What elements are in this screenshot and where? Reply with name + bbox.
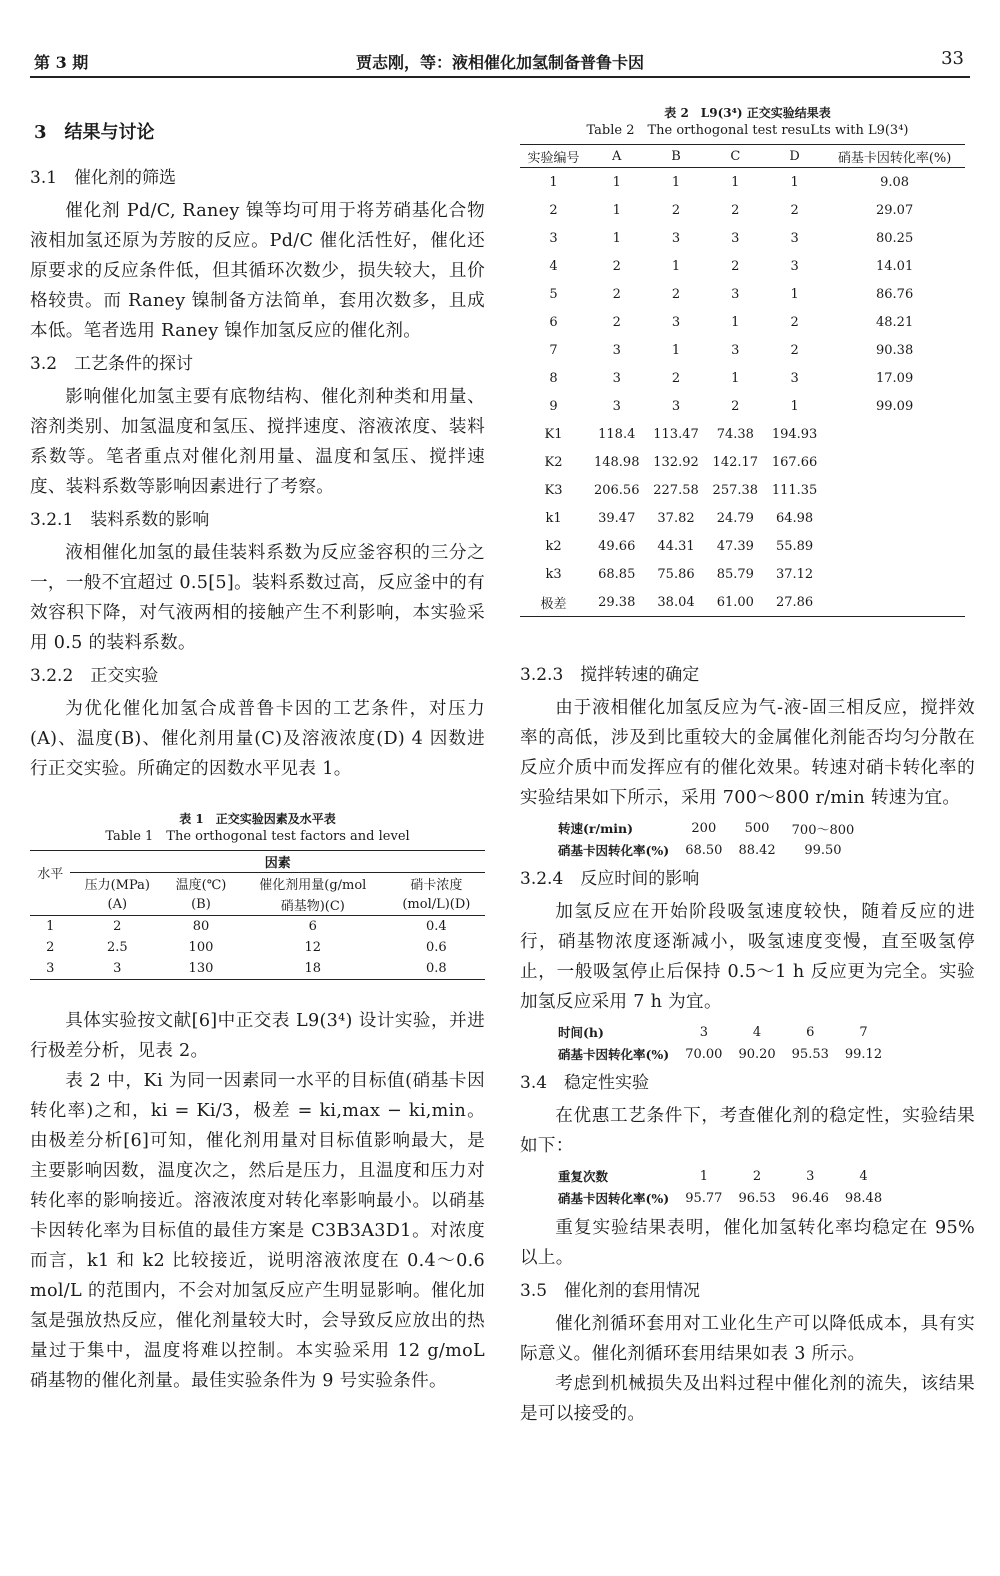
table-cell: 3 bbox=[731, 230, 740, 246]
paragraph-orthogonal: 为优化催化加氢合成普鲁卡因的工艺条件，对压力(A)、温度(B)、催化剂用量(C)及溶液浓度(D) 4 因数进行正交实验。所确定的因数水平见表 1。 bbox=[30, 699, 485, 779]
table-cell: 90.38 bbox=[876, 342, 914, 358]
table-cell: 9.08 bbox=[880, 174, 910, 190]
row-label: 硝基卡因转化率(%) bbox=[558, 1047, 670, 1062]
table-cell bbox=[824, 588, 965, 617]
table-cell: 96.46 bbox=[791, 1190, 829, 1206]
table-cell: 3 bbox=[671, 314, 681, 330]
table-cell: 90.20 bbox=[738, 1046, 776, 1062]
table-cell: 1 bbox=[699, 1168, 708, 1184]
table-cell: 2 bbox=[612, 314, 621, 330]
table-row bbox=[520, 476, 965, 504]
table-cell: 206.56 bbox=[593, 482, 640, 498]
table-cell: 2.5 bbox=[106, 940, 128, 955]
table2-caption-en: Table 2 The orthogonal test resuLts with L9(3⁴) bbox=[586, 123, 909, 138]
table-cell: 3 bbox=[790, 230, 799, 246]
table-cell bbox=[824, 504, 965, 532]
table-cell: 47.39 bbox=[716, 538, 754, 554]
table-cell: 118.4 bbox=[598, 426, 636, 442]
left-column bbox=[30, 100, 485, 1396]
table-cell: 3 bbox=[731, 286, 740, 302]
table-cell: 2 bbox=[671, 202, 681, 218]
table-cell: 257.38 bbox=[712, 482, 759, 498]
page-number: 33 bbox=[941, 48, 964, 69]
table-cell: k3 bbox=[545, 566, 562, 582]
table-cell: 86.76 bbox=[876, 286, 914, 302]
column-header: A bbox=[587, 145, 646, 168]
paragraph-process: 影响催化加氢主要有底物结构、催化剂种类和用量、溶剂类别、加氢温度和氢压、搅拌速度、溶液浓度、装料系数等。笔者重点对催化剂用量、温度和氢压、搅拌速度、装料系数等影响因素进行了考察。 bbox=[30, 387, 485, 497]
table-cell: 极差 bbox=[540, 596, 567, 612]
running-title: 贾志刚，等：液相催化加氢制备普鲁卡因 bbox=[355, 53, 644, 72]
table-row bbox=[520, 252, 965, 280]
table1-caption-en: Table 1 The orthogonal test factors and level bbox=[105, 829, 410, 844]
table-cell: K2 bbox=[544, 454, 563, 470]
table-cell: 194.93 bbox=[771, 426, 818, 442]
table-cell: 227.58 bbox=[653, 482, 699, 498]
table-cell: 96.53 bbox=[738, 1190, 776, 1206]
table-cell: 167.66 bbox=[771, 454, 818, 470]
table-cell: 1 bbox=[731, 370, 740, 386]
table-cell: 99.50 bbox=[804, 842, 842, 858]
table-cell: 29.38 bbox=[598, 594, 636, 610]
table-cell: 98.48 bbox=[844, 1190, 883, 1206]
table-cell: 1 bbox=[671, 258, 681, 274]
right-column bbox=[520, 100, 975, 1429]
table-row bbox=[520, 336, 965, 364]
t1-head-b2: (B) bbox=[191, 897, 211, 912]
speed-table bbox=[550, 817, 862, 861]
table-cell bbox=[824, 420, 965, 448]
repeat-table bbox=[550, 1165, 890, 1209]
table-cell: 14.01 bbox=[876, 258, 914, 274]
table-cell: 4 bbox=[549, 258, 558, 274]
t1-head-c2: 硝基物)(C) bbox=[280, 899, 345, 914]
table-cell: 500 bbox=[744, 820, 770, 836]
table-cell: 6 bbox=[806, 1024, 815, 1040]
table-cell: 100 bbox=[188, 940, 214, 955]
paragraph-conclusion: 考虑到机械损失及出料过程中催化剂的流失，该结果是可以接受的。 bbox=[520, 1374, 975, 1424]
table-cell: 1 bbox=[731, 174, 740, 190]
table-cell: 1 bbox=[790, 398, 799, 414]
table-cell: 68.50 bbox=[685, 842, 723, 858]
section-heading-3-2: 3.2 工艺条件的探讨 bbox=[30, 354, 194, 374]
table1 bbox=[30, 850, 485, 980]
t1-head-d: 硝卡浓度 bbox=[410, 878, 463, 893]
table-row bbox=[520, 364, 965, 392]
table-cell: 3 bbox=[806, 1168, 815, 1184]
paragraph-loading: 液相催化加氢的最佳装料系数为反应釜容积的三分之一，一般不宜超过 0.5[5]。装料系数过高，反应釜中的有效容积下降，对气液两相的接触产生不利影响，本实验采用 0.5 的装料系数。 bbox=[30, 543, 485, 653]
table-cell: 5 bbox=[549, 286, 558, 302]
table-cell: 7 bbox=[549, 342, 558, 358]
t1-head-level: 水平 bbox=[37, 867, 64, 882]
table-row bbox=[520, 532, 965, 560]
paragraph-catalyst: 催化剂 Pd/C, Raney 镍等均可用于将芳硝基化合物液相加氢还原为芳胺的反应。Pd/C 催化活性好，催化还原要求的反应条件低，但其循环次数少，损失较大，且价格较贵。而 Raney 镍制备方法简单，套用次数多，且成本低。笔者选用 Raney 镍作加氢反应的催化剂。 bbox=[30, 201, 485, 341]
table-row bbox=[550, 1187, 890, 1209]
table-cell: 111.35 bbox=[771, 482, 818, 498]
table-cell: 49.66 bbox=[598, 538, 636, 554]
table-cell: 70.00 bbox=[685, 1046, 723, 1062]
row-label: 转速(r/min) bbox=[558, 821, 634, 836]
table-row bbox=[520, 280, 965, 308]
paragraph-design: 具体实验按文献[6]中正交表 L9(3⁴) 设计实验，并进行极差分析，见表 2。 bbox=[30, 1011, 485, 1061]
table-cell: 2 bbox=[790, 202, 799, 218]
table-cell: 142.17 bbox=[712, 454, 759, 470]
section-heading-3-2-4: 3.2.4 反应时间的影响 bbox=[520, 869, 700, 889]
table-cell: 1 bbox=[612, 202, 621, 218]
column-header: 硝基卡因转化率(%) bbox=[824, 145, 965, 168]
table-cell: 8 bbox=[549, 370, 558, 386]
section-heading-3-2-3: 3.2.3 搅拌转速的确定 bbox=[520, 665, 700, 685]
paragraph-time: 加氢反应在开始阶段吸氢速度较快，随着反应的进行，硝基物浓度逐渐减小，吸氢速度变慢，直至吸氢停止，一般吸氢停止后保持 0.5～1 h 反应更为完全。实验加氢反应采用 7 h 为宜。 bbox=[520, 902, 975, 1012]
table-cell: 148.98 bbox=[593, 454, 640, 470]
table-row bbox=[30, 958, 485, 980]
table-cell bbox=[824, 532, 965, 560]
table-cell: 2 bbox=[731, 258, 740, 274]
table-cell: 3 bbox=[46, 961, 55, 976]
t1-head-b: 温度(℃) bbox=[175, 878, 227, 893]
table-cell: 80.25 bbox=[876, 230, 914, 246]
table-cell: 3 bbox=[612, 342, 621, 358]
table-row bbox=[30, 916, 485, 938]
column-header: 实验编号 bbox=[520, 145, 587, 168]
table-row bbox=[550, 839, 862, 861]
table-cell: 2 bbox=[70, 916, 164, 938]
table2-body bbox=[520, 168, 965, 617]
table-cell: 4 bbox=[752, 1024, 762, 1040]
table-row bbox=[550, 1021, 890, 1043]
column-header: B bbox=[646, 145, 705, 168]
table-cell: 80 bbox=[164, 916, 238, 938]
column-header: D bbox=[765, 145, 824, 168]
table-cell: 3 bbox=[731, 342, 740, 358]
row-label: 硝基卡因转化率(%) bbox=[558, 1191, 670, 1206]
table-cell: 2 bbox=[46, 940, 55, 955]
table-row bbox=[550, 1043, 890, 1065]
table-row bbox=[520, 420, 965, 448]
time-table bbox=[550, 1021, 890, 1065]
table-cell: 200 bbox=[691, 820, 717, 836]
row-label: 硝基卡因转化率(%) bbox=[558, 843, 670, 858]
table-cell: 3 bbox=[549, 230, 558, 246]
table-cell: 48.21 bbox=[876, 314, 914, 330]
table-cell: 29.07 bbox=[876, 202, 914, 218]
table-cell: 27.86 bbox=[775, 594, 814, 610]
table-cell: 3 bbox=[671, 230, 681, 246]
table-cell: k2 bbox=[545, 538, 562, 554]
table-cell: 17.09 bbox=[876, 370, 914, 386]
table-cell: 3 bbox=[113, 961, 122, 976]
t1-head-factors: 因素 bbox=[70, 851, 485, 873]
table-row bbox=[520, 224, 965, 252]
t1-head-a2: (A) bbox=[107, 897, 128, 912]
table-cell: 2 bbox=[752, 1168, 762, 1184]
table-cell: 37.12 bbox=[775, 566, 814, 582]
table-row bbox=[520, 448, 965, 476]
table-cell: 99.12 bbox=[844, 1046, 883, 1062]
running-header bbox=[30, 46, 970, 78]
table-cell: 1 bbox=[790, 286, 799, 302]
table-cell: 3 bbox=[790, 370, 799, 386]
paragraph-stirring: 由于液相催化加氢反应为气-液-固三相反应，搅拌效率的高低，涉及到比重较大的金属催化剂能否均匀分散在反应介质中而发挥应有的催化效果。转速对硝卡转化率的实验结果如下所示，采用 700～800 r/min 转速为宜。 bbox=[520, 698, 975, 808]
table-cell: 61.00 bbox=[716, 594, 754, 610]
table-row bbox=[550, 817, 862, 839]
table-row bbox=[520, 168, 965, 197]
table-cell: 9 bbox=[549, 398, 558, 414]
table-row bbox=[520, 588, 965, 617]
table-cell: 3 bbox=[671, 398, 681, 414]
section-heading-3-2-1: 3.2.1 装料系数的影响 bbox=[30, 510, 210, 530]
table-cell: 68.85 bbox=[598, 566, 636, 582]
table-cell bbox=[824, 476, 965, 504]
table1-caption: 表 1 正交实验因素及水平表 bbox=[179, 812, 336, 826]
table-cell: 2 bbox=[671, 286, 681, 302]
table-cell: 1 bbox=[790, 174, 799, 190]
table-cell: 1 bbox=[671, 174, 681, 190]
table-cell: 2 bbox=[612, 286, 621, 302]
table-cell: 55.89 bbox=[775, 538, 814, 554]
t1-head-d2: (mol/L)(D) bbox=[402, 897, 471, 912]
table-cell: 38.04 bbox=[657, 594, 695, 610]
table-cell: 2 bbox=[612, 258, 621, 274]
table-cell: 113.47 bbox=[653, 426, 699, 442]
table-cell: 74.38 bbox=[716, 426, 754, 442]
table-cell: 3 bbox=[699, 1024, 708, 1040]
table-cell: 1 bbox=[671, 342, 681, 358]
table-cell: 44.31 bbox=[657, 538, 695, 554]
table-cell: 1 bbox=[612, 230, 621, 246]
table-cell: 2 bbox=[671, 370, 681, 386]
paragraph-stability: 在优惠工艺条件下，考查催化剂的稳定性，实验结果如下： bbox=[520, 1106, 975, 1156]
table-cell: 2 bbox=[790, 314, 799, 330]
table-cell: 88.42 bbox=[738, 842, 776, 858]
table-cell: 130 bbox=[188, 961, 214, 976]
table-row bbox=[520, 392, 965, 420]
table-row bbox=[520, 504, 965, 532]
table-cell: 132.92 bbox=[653, 454, 699, 470]
table-row bbox=[550, 1165, 890, 1187]
paragraph-reuse: 催化剂循环套用对工业化生产可以降低成本，具有实际意义。催化剂循环套用结果如表 3 所示。 bbox=[520, 1314, 975, 1364]
row-label: 时间(h) bbox=[558, 1025, 604, 1040]
table-header-row bbox=[520, 145, 965, 168]
issue-number: 第 3 期 bbox=[34, 53, 89, 72]
table-cell: K3 bbox=[544, 482, 563, 498]
table-cell: 2 bbox=[790, 342, 799, 358]
table-row bbox=[520, 308, 965, 336]
column-header: C bbox=[706, 145, 765, 168]
table-cell: 75.86 bbox=[657, 566, 695, 582]
table-cell: 1 bbox=[612, 174, 621, 190]
table-cell: 0.4 bbox=[388, 916, 485, 938]
table-cell: 85.79 bbox=[716, 566, 754, 582]
table-cell bbox=[824, 560, 965, 588]
table-cell: 6 bbox=[549, 314, 558, 330]
section-heading-3-2-2: 3.2.2 正交实验 bbox=[30, 666, 159, 686]
table-cell: 7 bbox=[859, 1024, 868, 1040]
table-cell: 3 bbox=[790, 258, 799, 274]
section-heading-3-1: 3.1 催化剂的筛选 bbox=[30, 168, 177, 188]
table-cell: 37.82 bbox=[657, 510, 695, 526]
table-cell bbox=[824, 448, 965, 476]
table-cell: 39.47 bbox=[598, 510, 636, 526]
table-cell: k1 bbox=[545, 510, 562, 526]
table-cell: 64.98 bbox=[775, 510, 814, 526]
table-row bbox=[30, 937, 485, 958]
row-label: 重复次数 bbox=[558, 1169, 609, 1184]
table-row bbox=[520, 196, 965, 224]
table-cell: 3 bbox=[612, 370, 621, 386]
table-cell: 2 bbox=[731, 202, 740, 218]
table-cell: 2 bbox=[549, 202, 558, 218]
table2-caption: 表 2 L9(3⁴) 正交实验结果表 bbox=[664, 106, 831, 120]
table-cell: 3 bbox=[612, 398, 621, 414]
section-heading-3-5: 3.5 催化剂的套用情况 bbox=[520, 1281, 701, 1301]
table2 bbox=[520, 144, 965, 617]
table-row bbox=[520, 560, 965, 588]
table-cell: 1 bbox=[30, 916, 70, 938]
table-cell: 95.53 bbox=[791, 1046, 829, 1062]
t1-head-a: 压力(MPa) bbox=[84, 878, 150, 893]
table-cell: 99.09 bbox=[876, 398, 914, 414]
table-cell: 1 bbox=[731, 314, 740, 330]
table-cell: 700～800 bbox=[791, 822, 855, 838]
table-cell: 6 bbox=[238, 916, 388, 938]
table-cell: 12 bbox=[304, 940, 322, 955]
table-cell: K1 bbox=[544, 426, 563, 442]
section-heading-3-4: 3.4 稳定性实验 bbox=[520, 1073, 650, 1093]
table-cell: 0.8 bbox=[426, 961, 447, 976]
t1-head-c: 催化剂用量(g/mol bbox=[259, 878, 367, 893]
table-cell: 2 bbox=[731, 398, 740, 414]
table-cell: 95.77 bbox=[685, 1190, 723, 1206]
section-heading-3: 3 结果与讨论 bbox=[34, 122, 155, 143]
paragraph-analysis: 表 2 中，Ki 为同一因素同一水平的目标值(硝基卡因转化率)之和，ki = Ki/3，极差 = ki,max − ki,min。由极差分析[6]可知，催化剂用量对目标值影响最大，是主要影响因数，温度次之，然后是压力，且温度和压力对转化率的影响接近。溶液浓度对转化率影响最小。以硝基卡因转化率为目标值的最佳方案是 C3B3A3D1。对浓度而言，k1 和 k2 比较接近，说明溶液浓度在 0.4～0.6 mol/L 的范围内，不会对加氢反应产生明显影响。催化加氢是强放热反应，催化剂量较大时，会导致反应放出的热量过于集中，温度将难以控制。本实验采用 12 g/moL 硝基物的催化剂量。最佳实验条件为 9 号实验条件。 bbox=[30, 1071, 485, 1391]
table-cell: 18 bbox=[304, 961, 322, 976]
table-cell: 0.6 bbox=[426, 940, 447, 955]
paragraph-repeat-result: 重复实验结果表明，催化加氢转化率均稳定在 95%以上。 bbox=[520, 1218, 975, 1268]
table-cell: 4 bbox=[859, 1168, 868, 1184]
table-cell: 24.79 bbox=[716, 510, 754, 526]
table-cell: 1 bbox=[549, 174, 558, 190]
